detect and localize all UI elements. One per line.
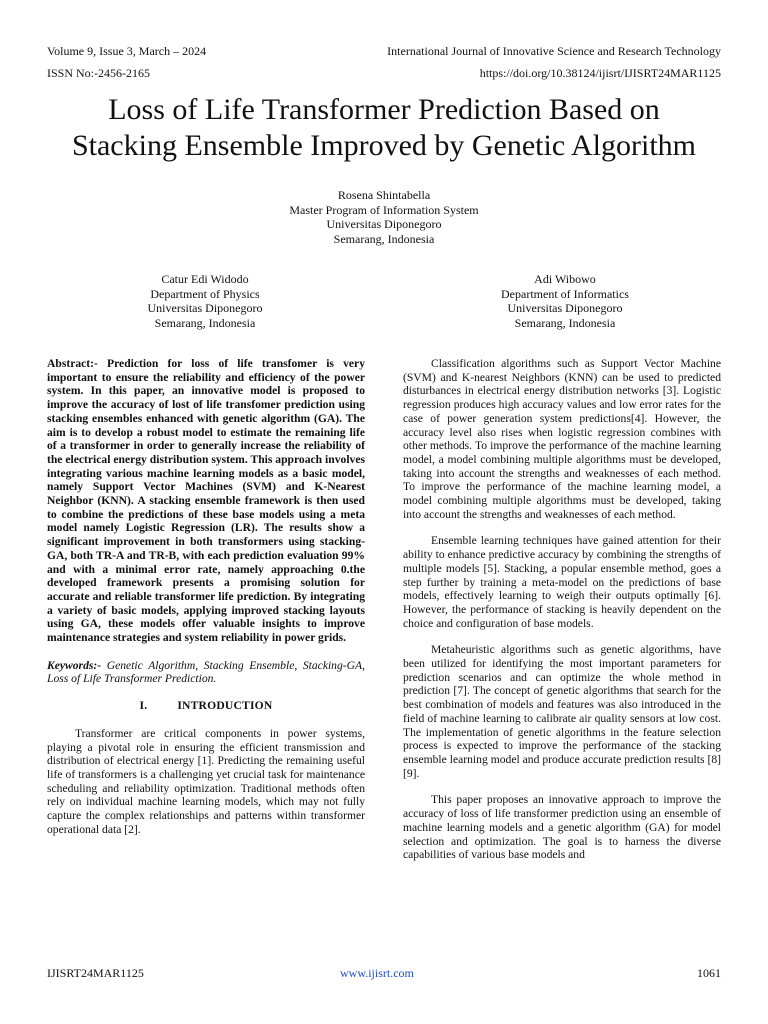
author-block-3 xyxy=(440,272,690,330)
author-block-1 xyxy=(184,188,584,246)
keywords xyxy=(47,659,365,686)
page-number: 1061 xyxy=(697,966,721,980)
paper-title xyxy=(40,92,728,164)
author-name: Rosena Shintabella xyxy=(337,188,431,202)
intro-paragraph: Transformer are critical components in power systems, playing a pivotal role in ensuring the efficient transmission and distribution of electrical energy [1]. Predicting the remaining useful life of transformers is a challenging yet crucial task for maintenance scheduling and reliability optimization. Traditional methods often rely on individual machine learning models, which may not fully capture the complex relationships and patterns within transformer operational data [2]. xyxy=(47,726,365,836)
paragraph-proposal: This paper proposes an innovative approach to improve the accuracy of loss of life transformer prediction using an ensemble of machine learning models and a genetic algorithm (GA) for model selection and optimization. The goal is to harness the diverse capabilities of various base models and xyxy=(403,793,721,862)
author-city: Semarang, Indonesia xyxy=(154,315,256,330)
volume-info: Volume 9, Issue 3, March – 2024 xyxy=(47,44,207,58)
author-dept: Department of Physics xyxy=(150,286,260,301)
abstract: Abstract:- Prediction for loss of life transfomer is very important to ensure the reliability and efficiency of the power system. In this paper, an innovative model is proposed to improve the accuracy of lost of life transfomer prediction using stacking ensembles enhanced with genetic algorithm (GA). The aim is to develop a robust model to estimate the remaining life of a transformer in order to generally increase the reliability of the electrical energy distribution system. This approach involves integrating various machine learning models as a basic model, namely Support Vector Machines (SVM) and K-Nearest Neighbor (KNN). A stacking ensemble framework is then used to combine the predictions of these base models using a meta model namely Logistic Regression (LR). The results show a significant improvement in both transformers using stacking-GA, both TR-A and TR-B, with each prediction evaluation 99% and with a minimal error rate, namely approaching 0.the developed framework presents a promising solution for accurate and reliable transformer life prediction. By integrating a variety of basic models, applying improved stacking layouts using GA, these models offer valuable insights to improve maintenance strategies and system reliability in power grids. xyxy=(47,357,365,645)
author-name: Catur Edi Widodo xyxy=(161,272,249,286)
footer-site-link[interactable]: www.ijisrt.com xyxy=(340,966,414,980)
section-title: INTRODUCTION xyxy=(177,699,273,713)
author-univ: Universitas Diponegoro xyxy=(507,301,623,315)
doi-link[interactable]: https://doi.org/10.38124/ijisrt/IJISRT24MAR1125 xyxy=(479,66,721,80)
title-line-1: Loss of Life Transformer Prediction Based on xyxy=(108,93,660,126)
issn: ISSN No:-2456-2165 xyxy=(47,66,151,80)
keywords-text: Genetic Algorithm, Stacking Ensemble, Stacking-GA, Loss of Life Transformer Prediction. xyxy=(47,658,365,686)
title-line-2: Stacking Ensemble Improved by Genetic Algorithm xyxy=(71,129,697,162)
journal-name: International Journal of Innovative Science and Research Technology xyxy=(387,44,721,58)
author-name: Adi Wibowo xyxy=(534,272,596,286)
author-city: Semarang, Indonesia xyxy=(514,315,616,330)
author-block-2 xyxy=(80,272,330,330)
author-dept: Department of Informatics xyxy=(501,286,629,301)
footer-id: IJISRT24MAR1125 xyxy=(47,966,144,980)
left-column xyxy=(47,357,365,837)
right-column xyxy=(403,357,721,862)
paragraph-metaheuristic: Metaheuristic algorithms such as genetic algorithms, have been utilized for identifying the most important parameters for prediction scenarios and can optimize the whole method in prediction [7]. The concept of genetic algorithms that search for the best combination of models and features was also introduced in the field of machine learning to calibrate air quality sensors at low cost. The implementation of genetic algorithms in the feature selection process is expected to improve the performance of the stacking ensemble learning model and produce accurate prediction results [8][9]. xyxy=(403,643,721,780)
keywords-label: Keywords:- xyxy=(47,658,102,672)
section-number: I. xyxy=(139,699,148,713)
section-heading xyxy=(47,699,365,713)
author-univ: Universitas Diponegoro xyxy=(326,217,442,231)
author-univ: Universitas Diponegoro xyxy=(147,301,263,315)
paragraph-ensemble: Ensemble learning techniques have gained attention for their ability to enhance predictive accuracy by combining the strengths of multiple models [5]. Stacking, a popular ensemble method, goes a step further by training a meta-model on the predictions of base models, effectively learning to weigh their outputs optimally [6]. However, the performance of stacking is heavily dependent on the choice and configuration of base models. xyxy=(403,534,721,630)
author-dept: Master Program of Information System xyxy=(289,202,479,217)
author-city: Semarang, Indonesia xyxy=(333,231,435,246)
paragraph-classification: Classification algorithms such as Support Vector Machine (SVM) and K-nearest Neighbors (KNN) can be used to predicted disturbances in electrical energy distribution networks [3]. Logistic regression produces high accuracy values and low error rates for the case of power generation system predictions[4]. However, the accuracy level also rises when logistic regression combines with other methods. To improve the performance of the machine learning model, a model combining multiple algorithms must be developed, taking into account the strengths and weaknesses of each method. To improve the performance of the machine learning model, a model combining multiple algorithms must be developed, taking into account the strengths and weaknesses of each method. xyxy=(403,357,721,521)
